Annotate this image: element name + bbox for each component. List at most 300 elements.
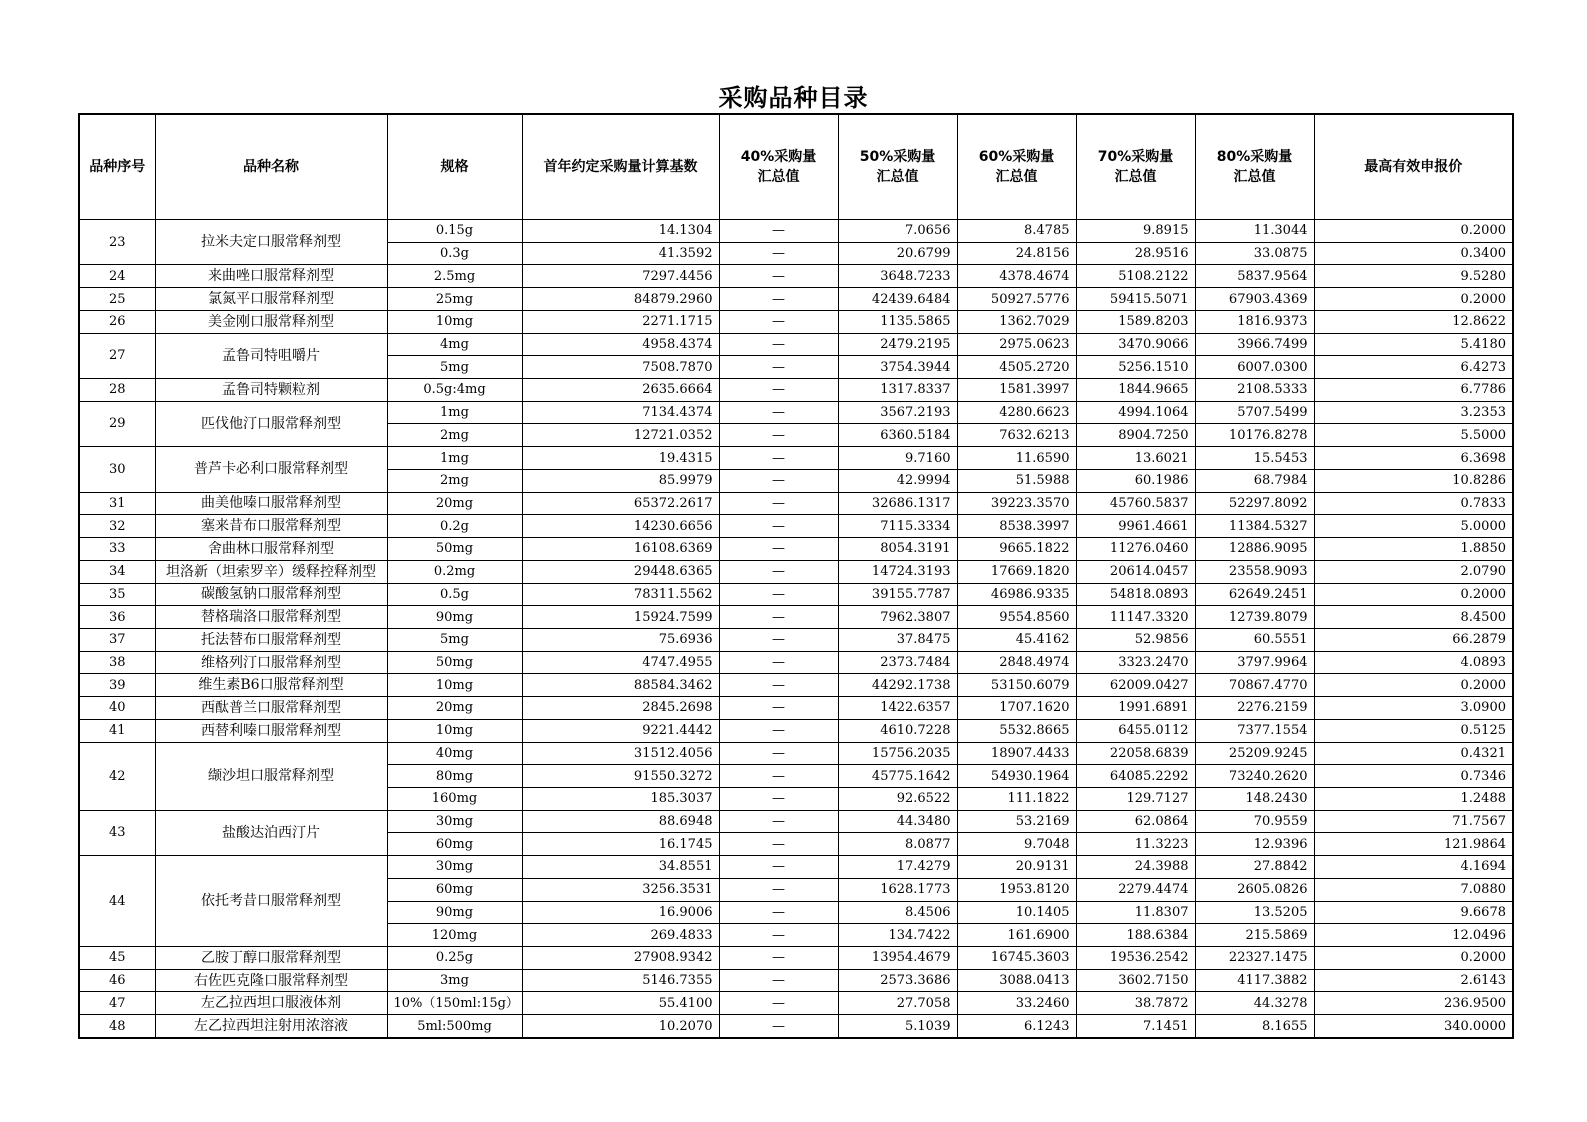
max-price: 1.8850 xyxy=(1314,538,1513,561)
value-80: 68.7984 xyxy=(1195,469,1314,492)
value-70: 59415.5071 xyxy=(1076,288,1195,311)
item-no: 36 xyxy=(79,606,155,629)
value-70: 62.0864 xyxy=(1076,810,1195,833)
value-60: 4378.4674 xyxy=(957,265,1076,288)
item-name: 来曲唑口服常释剂型 xyxy=(155,265,387,288)
base-quantity: 31512.4056 xyxy=(522,742,719,765)
spec: 5ml:500mg xyxy=(387,1015,522,1038)
max-price: 10.8286 xyxy=(1314,469,1513,492)
spec: 90mg xyxy=(387,901,522,924)
spec: 1mg xyxy=(387,401,522,424)
item-name: 美金刚口服常释剂型 xyxy=(155,310,387,333)
value-80: 2605.0826 xyxy=(1195,878,1314,901)
value-40: — xyxy=(719,810,838,833)
value-60: 45.4162 xyxy=(957,628,1076,651)
item-no: 35 xyxy=(79,583,155,606)
value-40: — xyxy=(719,583,838,606)
value-60: 8538.3997 xyxy=(957,515,1076,538)
table-row xyxy=(79,719,1513,742)
value-70: 7.1451 xyxy=(1076,1015,1195,1038)
item-name: 拉米夫定口服常释剂型 xyxy=(155,220,387,265)
max-price: 5.4180 xyxy=(1314,333,1513,356)
value-60: 9.7048 xyxy=(957,833,1076,856)
value-50: 14724.3193 xyxy=(838,560,957,583)
value-60: 33.2460 xyxy=(957,992,1076,1015)
max-price: 0.2000 xyxy=(1314,583,1513,606)
value-50: 42.9994 xyxy=(838,469,957,492)
spec: 0.2g xyxy=(387,515,522,538)
spec: 120mg xyxy=(387,924,522,947)
value-60: 17669.1820 xyxy=(957,560,1076,583)
value-50: 3567.2193 xyxy=(838,401,957,424)
spec: 0.5g xyxy=(387,583,522,606)
value-50: 39155.7787 xyxy=(838,583,957,606)
value-60: 53.2169 xyxy=(957,810,1076,833)
table-row xyxy=(79,515,1513,538)
value-40: — xyxy=(719,220,838,243)
value-40: — xyxy=(719,288,838,311)
value-80: 11384.5327 xyxy=(1195,515,1314,538)
table-row xyxy=(79,560,1513,583)
base-quantity: 185.3037 xyxy=(522,787,719,810)
max-price: 3.0900 xyxy=(1314,697,1513,720)
base-quantity: 65372.2617 xyxy=(522,492,719,515)
value-40: — xyxy=(719,856,838,879)
value-50: 8.4506 xyxy=(838,901,957,924)
base-quantity: 2635.6664 xyxy=(522,379,719,402)
item-no: 24 xyxy=(79,265,155,288)
value-40: — xyxy=(719,719,838,742)
item-no: 41 xyxy=(79,719,155,742)
base-quantity: 16.9006 xyxy=(522,901,719,924)
spec: 0.5g:4mg xyxy=(387,379,522,402)
spec: 30mg xyxy=(387,856,522,879)
item-no: 23 xyxy=(79,220,155,265)
page-title: 采购品种目录 xyxy=(718,84,869,112)
value-40: — xyxy=(719,560,838,583)
value-50: 15756.2035 xyxy=(838,742,957,765)
table-row xyxy=(79,401,1513,424)
value-50: 44.3480 xyxy=(838,810,957,833)
value-80: 2276.2159 xyxy=(1195,697,1314,720)
table-row xyxy=(79,674,1513,697)
max-price: 1.2488 xyxy=(1314,787,1513,810)
value-50: 27.7058 xyxy=(838,992,957,1015)
value-70: 4994.1064 xyxy=(1076,401,1195,424)
value-50: 5.1039 xyxy=(838,1015,957,1038)
item-no: 39 xyxy=(79,674,155,697)
value-60: 1707.1620 xyxy=(957,697,1076,720)
item-no: 25 xyxy=(79,288,155,311)
spec: 5mg xyxy=(387,628,522,651)
value-50: 44292.1738 xyxy=(838,674,957,697)
max-price: 5.5000 xyxy=(1314,424,1513,447)
value-70: 2279.4474 xyxy=(1076,878,1195,901)
max-price: 0.3400 xyxy=(1314,242,1513,265)
table-row xyxy=(79,969,1513,992)
max-price: 12.8622 xyxy=(1314,310,1513,333)
item-name: 普芦卡必利口服常释剂型 xyxy=(155,447,387,492)
base-quantity: 2271.1715 xyxy=(522,310,719,333)
max-price: 0.2000 xyxy=(1314,220,1513,243)
max-price: 71.7567 xyxy=(1314,810,1513,833)
item-no: 47 xyxy=(79,992,155,1015)
value-40: — xyxy=(719,310,838,333)
base-quantity: 78311.5562 xyxy=(522,583,719,606)
max-price: 340.0000 xyxy=(1314,1015,1513,1038)
item-name: 曲美他嗪口服常释剂型 xyxy=(155,492,387,515)
max-price: 6.7786 xyxy=(1314,379,1513,402)
max-price: 6.4273 xyxy=(1314,356,1513,379)
header-80: 80%采购量 汇总值 xyxy=(1195,114,1314,220)
header-base: 首年约定采购量计算基数 xyxy=(522,114,719,220)
header-50: 50%采购量 汇总值 xyxy=(838,114,957,220)
table-row xyxy=(79,265,1513,288)
value-40: — xyxy=(719,651,838,674)
item-no: 33 xyxy=(79,538,155,561)
value-80: 70.9559 xyxy=(1195,810,1314,833)
value-70: 1589.8203 xyxy=(1076,310,1195,333)
spec: 0.3g xyxy=(387,242,522,265)
value-80: 23558.9093 xyxy=(1195,560,1314,583)
value-80: 12886.9095 xyxy=(1195,538,1314,561)
value-70: 13.6021 xyxy=(1076,447,1195,470)
base-quantity: 27908.9342 xyxy=(522,947,719,970)
value-70: 52.9856 xyxy=(1076,628,1195,651)
item-name: 右佐匹克隆口服常释剂型 xyxy=(155,969,387,992)
value-40: — xyxy=(719,265,838,288)
item-name: 西酞普兰口服常释剂型 xyxy=(155,697,387,720)
max-price: 0.2000 xyxy=(1314,947,1513,970)
value-70: 60.1986 xyxy=(1076,469,1195,492)
spec: 50mg xyxy=(387,538,522,561)
value-70: 11.8307 xyxy=(1076,901,1195,924)
value-50: 17.4279 xyxy=(838,856,957,879)
value-70: 8904.7250 xyxy=(1076,424,1195,447)
value-60: 111.1822 xyxy=(957,787,1076,810)
value-80: 5837.9564 xyxy=(1195,265,1314,288)
table-row xyxy=(79,606,1513,629)
value-40: — xyxy=(719,469,838,492)
table-row xyxy=(79,310,1513,333)
spec: 10%（150ml:15g） xyxy=(387,992,522,1015)
value-70: 9.8915 xyxy=(1076,220,1195,243)
spec: 50mg xyxy=(387,651,522,674)
value-70: 62009.0427 xyxy=(1076,674,1195,697)
value-80: 12739.8079 xyxy=(1195,606,1314,629)
value-70: 54818.0893 xyxy=(1076,583,1195,606)
value-80: 13.5205 xyxy=(1195,901,1314,924)
item-no: 37 xyxy=(79,628,155,651)
item-no: 32 xyxy=(79,515,155,538)
spec: 2mg xyxy=(387,469,522,492)
value-80: 52297.8092 xyxy=(1195,492,1314,515)
value-70: 19536.2542 xyxy=(1076,947,1195,970)
value-80: 5707.5499 xyxy=(1195,401,1314,424)
item-name: 氯氮平口服常释剂型 xyxy=(155,288,387,311)
value-60: 1581.3997 xyxy=(957,379,1076,402)
value-80: 1816.9373 xyxy=(1195,310,1314,333)
base-quantity: 4747.4955 xyxy=(522,651,719,674)
base-quantity: 29448.6365 xyxy=(522,560,719,583)
value-40: — xyxy=(719,992,838,1015)
value-50: 92.6522 xyxy=(838,787,957,810)
value-50: 8054.3191 xyxy=(838,538,957,561)
base-quantity: 7297.4456 xyxy=(522,265,719,288)
value-70: 9961.4661 xyxy=(1076,515,1195,538)
value-80: 7377.1554 xyxy=(1195,719,1314,742)
item-no: 40 xyxy=(79,697,155,720)
spec: 160mg xyxy=(387,787,522,810)
table-row xyxy=(79,379,1513,402)
spec: 2mg xyxy=(387,424,522,447)
value-60: 50927.5776 xyxy=(957,288,1076,311)
value-60: 9665.1822 xyxy=(957,538,1076,561)
item-name: 盐酸达泊西汀片 xyxy=(155,810,387,855)
max-price: 2.6143 xyxy=(1314,969,1513,992)
value-70: 1991.6891 xyxy=(1076,697,1195,720)
spec: 0.2mg xyxy=(387,560,522,583)
spec: 1mg xyxy=(387,447,522,470)
spec: 30mg xyxy=(387,810,522,833)
value-80: 44.3278 xyxy=(1195,992,1314,1015)
table-row xyxy=(79,742,1513,765)
value-60: 24.8156 xyxy=(957,242,1076,265)
spec: 10mg xyxy=(387,310,522,333)
table-row xyxy=(79,492,1513,515)
value-80: 60.5551 xyxy=(1195,628,1314,651)
value-40: — xyxy=(719,401,838,424)
value-40: — xyxy=(719,424,838,447)
base-quantity: 14.1304 xyxy=(522,220,719,243)
value-50: 134.7422 xyxy=(838,924,957,947)
value-50: 1317.8337 xyxy=(838,379,957,402)
value-70: 38.7872 xyxy=(1076,992,1195,1015)
value-50: 1628.1773 xyxy=(838,878,957,901)
value-60: 18907.4433 xyxy=(957,742,1076,765)
spec: 0.25g xyxy=(387,947,522,970)
header-price: 最高有效申报价 xyxy=(1314,114,1513,220)
base-quantity: 16108.6369 xyxy=(522,538,719,561)
value-60: 20.9131 xyxy=(957,856,1076,879)
spec: 3mg xyxy=(387,969,522,992)
item-name: 维格列汀口服常释剂型 xyxy=(155,651,387,674)
header-60: 60%采购量 汇总值 xyxy=(957,114,1076,220)
item-no: 38 xyxy=(79,651,155,674)
value-60: 4505.2720 xyxy=(957,356,1076,379)
value-50: 20.6799 xyxy=(838,242,957,265)
spec: 90mg xyxy=(387,606,522,629)
table-row xyxy=(79,538,1513,561)
value-60: 161.6900 xyxy=(957,924,1076,947)
value-40: — xyxy=(719,697,838,720)
table-row xyxy=(79,1015,1513,1038)
value-50: 2573.3686 xyxy=(838,969,957,992)
value-60: 1953.8120 xyxy=(957,878,1076,901)
item-name: 孟鲁司特颗粒剂 xyxy=(155,379,387,402)
value-40: — xyxy=(719,356,838,379)
base-quantity: 85.9979 xyxy=(522,469,719,492)
value-40: — xyxy=(719,447,838,470)
base-quantity: 19.4315 xyxy=(522,447,719,470)
value-80: 2108.5333 xyxy=(1195,379,1314,402)
table-row xyxy=(79,447,1513,470)
item-no: 44 xyxy=(79,856,155,947)
item-name: 缬沙坦口服常释剂型 xyxy=(155,742,387,810)
base-quantity: 3256.3531 xyxy=(522,878,719,901)
spec: 10mg xyxy=(387,674,522,697)
value-70: 129.7127 xyxy=(1076,787,1195,810)
spec: 60mg xyxy=(387,833,522,856)
value-70: 1844.9665 xyxy=(1076,379,1195,402)
value-60: 46986.9335 xyxy=(957,583,1076,606)
max-price: 5.0000 xyxy=(1314,515,1513,538)
value-80: 62649.2451 xyxy=(1195,583,1314,606)
value-40: — xyxy=(719,606,838,629)
value-60: 1362.7029 xyxy=(957,310,1076,333)
base-quantity: 4958.4374 xyxy=(522,333,719,356)
value-60: 54930.1964 xyxy=(957,765,1076,788)
item-name: 舍曲林口服常释剂型 xyxy=(155,538,387,561)
value-70: 22058.6839 xyxy=(1076,742,1195,765)
base-quantity: 75.6936 xyxy=(522,628,719,651)
value-40: — xyxy=(719,765,838,788)
value-50: 42439.6484 xyxy=(838,288,957,311)
spec: 5mg xyxy=(387,356,522,379)
value-40: — xyxy=(719,901,838,924)
value-50: 8.0877 xyxy=(838,833,957,856)
spec: 10mg xyxy=(387,719,522,742)
value-80: 67903.4369 xyxy=(1195,288,1314,311)
value-60: 5532.8665 xyxy=(957,719,1076,742)
value-80: 4117.3882 xyxy=(1195,969,1314,992)
value-50: 9.7160 xyxy=(838,447,957,470)
value-70: 3602.7150 xyxy=(1076,969,1195,992)
max-price: 9.5280 xyxy=(1314,265,1513,288)
item-no: 48 xyxy=(79,1015,155,1038)
value-50: 4610.7228 xyxy=(838,719,957,742)
item-no: 26 xyxy=(79,310,155,333)
value-40: — xyxy=(719,878,838,901)
value-50: 3648.7233 xyxy=(838,265,957,288)
max-price: 9.6678 xyxy=(1314,901,1513,924)
value-50: 2373.7484 xyxy=(838,651,957,674)
max-price: 0.7346 xyxy=(1314,765,1513,788)
value-40: — xyxy=(719,742,838,765)
item-no: 45 xyxy=(79,947,155,970)
value-50: 3754.3944 xyxy=(838,356,957,379)
value-70: 3470.9066 xyxy=(1076,333,1195,356)
base-quantity: 41.3592 xyxy=(522,242,719,265)
item-no: 43 xyxy=(79,810,155,855)
value-60: 2848.4974 xyxy=(957,651,1076,674)
max-price: 6.3698 xyxy=(1314,447,1513,470)
value-60: 53150.6079 xyxy=(957,674,1076,697)
header-40: 40%采购量 汇总值 xyxy=(719,114,838,220)
header-70: 70%采购量 汇总值 xyxy=(1076,114,1195,220)
item-no: 27 xyxy=(79,333,155,378)
max-price: 4.0893 xyxy=(1314,651,1513,674)
value-80: 3966.7499 xyxy=(1195,333,1314,356)
value-40: — xyxy=(719,833,838,856)
value-60: 3088.0413 xyxy=(957,969,1076,992)
item-name: 西替利嗪口服常释剂型 xyxy=(155,719,387,742)
base-quantity: 34.8551 xyxy=(522,856,719,879)
table-row xyxy=(79,583,1513,606)
max-price: 12.0496 xyxy=(1314,924,1513,947)
base-quantity: 9221.4442 xyxy=(522,719,719,742)
value-40: — xyxy=(719,242,838,265)
value-80: 148.2430 xyxy=(1195,787,1314,810)
table-row xyxy=(79,288,1513,311)
base-quantity: 16.1745 xyxy=(522,833,719,856)
value-60: 7632.6213 xyxy=(957,424,1076,447)
base-quantity: 15924.7599 xyxy=(522,606,719,629)
table-row xyxy=(79,333,1513,356)
value-80: 12.9396 xyxy=(1195,833,1314,856)
value-70: 3323.2470 xyxy=(1076,651,1195,674)
value-40: — xyxy=(719,969,838,992)
value-80: 8.1655 xyxy=(1195,1015,1314,1038)
table-row xyxy=(79,220,1513,243)
value-60: 2975.0623 xyxy=(957,333,1076,356)
item-name: 匹伐他汀口服常释剂型 xyxy=(155,401,387,446)
value-50: 2479.2195 xyxy=(838,333,957,356)
value-50: 32686.1317 xyxy=(838,492,957,515)
base-quantity: 12721.0352 xyxy=(522,424,719,447)
header-row xyxy=(79,114,1513,220)
value-80: 215.5869 xyxy=(1195,924,1314,947)
item-name: 乙胺丁醇口服常释剂型 xyxy=(155,947,387,970)
spec: 80mg xyxy=(387,765,522,788)
value-70: 6455.0112 xyxy=(1076,719,1195,742)
item-no: 46 xyxy=(79,969,155,992)
item-no: 42 xyxy=(79,742,155,810)
item-no: 28 xyxy=(79,379,155,402)
item-no: 29 xyxy=(79,401,155,446)
value-50: 7115.3334 xyxy=(838,515,957,538)
value-60: 51.5988 xyxy=(957,469,1076,492)
value-40: — xyxy=(719,924,838,947)
max-price: 3.2353 xyxy=(1314,401,1513,424)
max-price: 0.2000 xyxy=(1314,288,1513,311)
spec: 25mg xyxy=(387,288,522,311)
header-name: 品种名称 xyxy=(155,114,387,220)
item-no: 31 xyxy=(79,492,155,515)
value-70: 5256.1510 xyxy=(1076,356,1195,379)
base-quantity: 5146.7355 xyxy=(522,969,719,992)
max-price: 0.5125 xyxy=(1314,719,1513,742)
value-40: — xyxy=(719,379,838,402)
item-name: 替格瑞洛口服常释剂型 xyxy=(155,606,387,629)
value-70: 20614.0457 xyxy=(1076,560,1195,583)
value-60: 39223.3570 xyxy=(957,492,1076,515)
max-price: 236.9500 xyxy=(1314,992,1513,1015)
value-40: — xyxy=(719,515,838,538)
value-80: 33.0875 xyxy=(1195,242,1314,265)
value-40: — xyxy=(719,674,838,697)
base-quantity: 14230.6656 xyxy=(522,515,719,538)
value-60: 9554.8560 xyxy=(957,606,1076,629)
value-70: 11147.3320 xyxy=(1076,606,1195,629)
base-quantity: 84879.2960 xyxy=(522,288,719,311)
spec: 40mg xyxy=(387,742,522,765)
max-price: 0.2000 xyxy=(1314,674,1513,697)
table-row xyxy=(79,947,1513,970)
spec: 0.15g xyxy=(387,220,522,243)
item-name: 托法替布口服常释剂型 xyxy=(155,628,387,651)
max-price: 0.4321 xyxy=(1314,742,1513,765)
